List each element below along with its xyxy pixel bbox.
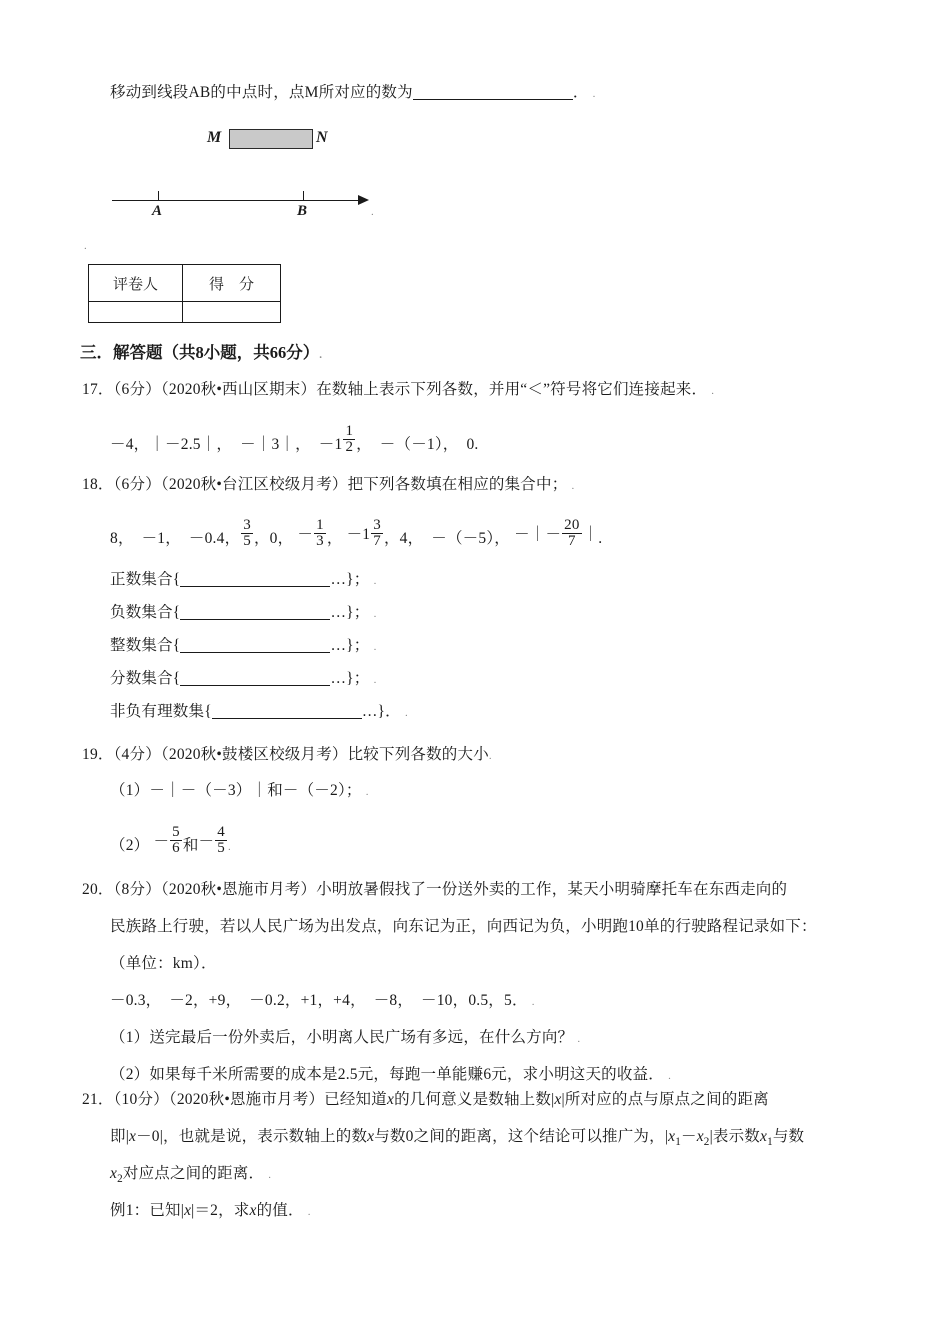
fraction-denominator: 7: [373, 533, 381, 550]
set-answer-blank[interactable]: [180, 571, 330, 587]
question-21-stem-line-1: [82, 1092, 769, 1108]
part-mark: .: [227, 841, 231, 854]
question-17-numbers-suffix: ， －（－1）， 0.: [356, 436, 479, 454]
fraction-denominator: 2: [345, 439, 354, 456]
set-mark: .: [373, 607, 377, 620]
question-20-part-2: [110, 1067, 671, 1083]
set-answer-blank[interactable]: [180, 604, 330, 620]
number-line-axis: [112, 200, 360, 201]
number-line-tick-b: [303, 191, 304, 201]
question-20-data: [110, 993, 535, 1009]
set-tail: …}；: [330, 603, 370, 621]
set-tail: …}；: [330, 570, 370, 588]
section-heading-mark: .: [319, 349, 322, 361]
part-tag: （1）: [110, 1029, 150, 1046]
question-18-mark: .: [571, 480, 575, 492]
q18-seg5: .: [598, 530, 603, 548]
set-blank-negative: [110, 604, 377, 620]
question-21-stem-text-3: $x_2$对应点之间的距离．: [110, 1165, 265, 1186]
question-20-points: （8分）: [113, 881, 161, 898]
set-answer-blank[interactable]: [212, 703, 362, 719]
question-19-stem: [82, 747, 492, 763]
question-17-stem: [82, 382, 714, 398]
question-17-source: （2020秋•西山区期末）: [160, 381, 317, 398]
question-21-number: 21．: [82, 1091, 114, 1108]
top-question-tail: [110, 84, 596, 100]
question-21-stem-line-3: [110, 1166, 271, 1185]
set-label: 正数集合{: [110, 570, 181, 588]
question-21-points: （10分）: [113, 1091, 169, 1108]
question-19-number: 19．: [82, 746, 114, 763]
set-mark: .: [373, 673, 377, 686]
fraction-numerator: 20: [564, 517, 580, 534]
fraction-numerator: 1: [316, 517, 324, 534]
set-label: 非负有理数集{: [110, 702, 212, 720]
set-answer-blank[interactable]: [180, 637, 330, 653]
question-18-number: 18．: [82, 476, 114, 493]
fraction-sign: －: [198, 833, 215, 851]
set-label: 整数集合{: [110, 636, 181, 654]
table-header-score: 得 分: [183, 265, 281, 302]
mixed-fraction-one-half: [343, 424, 355, 455]
scorer-table: [88, 264, 281, 323]
question-20-stem-line-1: [82, 882, 787, 898]
number-line-arrowhead: [358, 195, 369, 205]
fraction-body: [215, 825, 227, 856]
fraction-numerator: 3: [243, 517, 251, 534]
question-21-stem-mark: .: [268, 1169, 272, 1181]
fraction-body: [371, 518, 383, 549]
question-19-part-1: [110, 783, 369, 799]
mixed-number-negative-one-and-three-sevenths: [346, 517, 384, 554]
question-20-stem-text-2: 民族路上行驶，若以人民广场为出发点，向东记为正，向西记为负，小明跑10单的行驶路程记录如下：: [110, 918, 817, 935]
question-18-stem-text: 把下列各数填在相应的集合中；: [347, 476, 568, 493]
question-18-source: （2020秋•台江区校级月考）: [160, 476, 348, 493]
q18-seg3: ，: [326, 530, 343, 548]
set-blank-integer: [110, 637, 377, 653]
table-cell-grader-value[interactable]: [89, 302, 183, 323]
fraction-body: [314, 518, 326, 549]
table-row-header: [89, 265, 281, 302]
number-line-mark: .: [371, 206, 374, 218]
question-20-data-mark: .: [531, 996, 535, 1008]
table-row-blank: [89, 302, 281, 323]
set-blank-fraction: [110, 670, 377, 686]
answer-blank[interactable]: [413, 84, 573, 100]
part-2-conjunction: 和: [182, 837, 199, 855]
set-answer-blank[interactable]: [180, 670, 330, 686]
question-18-numbers: [110, 517, 603, 554]
fraction-three-fifths: [241, 518, 253, 549]
fraction-denominator: 5: [243, 533, 251, 550]
question-17-number: 17．: [82, 381, 114, 398]
question-17-points: （6分）: [113, 381, 161, 398]
set-blank-nonnegative-rational: [110, 703, 408, 719]
set-tail: …}；: [330, 669, 370, 687]
question-21-source: （2020秋•恩施市月考）: [168, 1091, 325, 1108]
set-tail: …}．: [361, 702, 401, 720]
abs-close: ｜: [582, 526, 599, 544]
point-m-label: M: [207, 129, 222, 146]
question-20-part-1: [110, 1030, 580, 1046]
question-20-number: 20．: [82, 881, 114, 898]
set-label: 分数集合{: [110, 669, 181, 687]
table-cell-score-value[interactable]: [183, 302, 281, 323]
part-mark: .: [577, 1033, 581, 1045]
fraction-body: [170, 825, 182, 856]
number-line-label-a: A: [152, 203, 163, 219]
question-19-source: （2020秋•鼓楼区校级月考）: [160, 746, 348, 763]
stray-mark-top: .: [84, 240, 87, 252]
fraction-denominator: 5: [217, 840, 225, 857]
fraction-numerator: 3: [373, 517, 381, 534]
question-17-numbers-prefix: －4，｜－2.5｜， －｜3｜， －1: [110, 436, 343, 454]
set-mark: .: [404, 706, 408, 719]
part-mark: .: [668, 1070, 672, 1082]
number-line-tick-a: [158, 191, 159, 201]
question-18-stem: [82, 477, 574, 493]
question-21-stem-line-2: [110, 1129, 804, 1148]
abs-negative-twenty-sevenths: [514, 517, 599, 554]
fraction-numerator: 4: [217, 824, 225, 841]
number-line-label-b: B: [297, 203, 308, 219]
question-20-data-text: －0.3， －2，+9， －0.2，+1，+4， －8， －10，0.5，5．: [110, 992, 528, 1009]
set-mark: .: [373, 640, 377, 653]
fraction-denominator: 6: [172, 840, 180, 857]
section-heading: [80, 339, 322, 363]
question-19-mark: .: [488, 750, 492, 762]
question-17-mark: .: [711, 385, 715, 397]
question-20-stem-line-2: [110, 919, 817, 935]
question-20-source: （2020秋•恩施市月考）: [160, 881, 317, 898]
set-blank-positive: [110, 571, 377, 587]
question-17-numbers: [110, 423, 479, 460]
question-18-points: （6分）: [113, 476, 161, 493]
example-text: 例1：已知|x|＝2，求x的值．: [110, 1202, 304, 1219]
question-20-stem-line-3: [110, 956, 217, 972]
fraction-denominator: 3: [316, 533, 324, 550]
set-label: 负数集合{: [110, 603, 181, 621]
question-20-stem-text-3: （单位：km）．: [110, 955, 217, 972]
fraction-numerator: 1: [345, 423, 354, 440]
part-mark: .: [365, 786, 369, 798]
question-19-part-2: [110, 824, 231, 861]
fraction-negative-four-fifths: [198, 824, 228, 861]
q18-seg2: ，0，: [253, 530, 294, 548]
top-question-tail-period: ．: [572, 83, 589, 101]
fraction-numerator: 5: [172, 824, 180, 841]
q18-seg4: ，4， －（－5），: [383, 530, 510, 548]
question-19-stem-text: 比较下列各数的大小: [347, 746, 489, 763]
section-heading-text: 三．解答题（共8小题，共66分）: [80, 343, 320, 362]
fraction-sign: －: [297, 526, 314, 544]
fraction-negative-five-sixths: [153, 824, 182, 861]
top-question-tail-text: 移动到线段AB的中点时，点M所对应的数为: [110, 83, 413, 101]
part-tag: （1）: [110, 782, 150, 799]
fraction-denominator: 7: [568, 533, 576, 550]
question-21-stem-text-2: 即|x－0|，也就是说，表示数轴上的数x与数0之间的距离，这个结论可以推广为，$|x_1-x_2|$表示数$x_1$与数: [110, 1128, 805, 1149]
question-21-stem-text-1: 已经知道x的几何意义是数轴上数|x|所对应的点与原点之间的距离: [324, 1091, 769, 1108]
question-19-points: （4分）: [113, 746, 161, 763]
part-tag: （2）: [110, 837, 150, 855]
paragraph-mark: .: [592, 87, 596, 100]
fraction-body: [562, 518, 581, 549]
set-mark: .: [373, 574, 377, 587]
part-tag: （2）: [110, 1066, 150, 1083]
question-17-stem-text: 在数轴上表示下列各数，并用“＜”符号将它们连接起来．: [316, 381, 708, 398]
mixed-whole-part: －1: [346, 526, 371, 544]
question-20-stem-text-1: 小明放暑假找了一份送外卖的工作，某天小明骑摩托车在东西走向的: [316, 881, 788, 898]
point-n-label: N: [316, 129, 328, 146]
abs-open: －｜－: [514, 526, 562, 544]
question-21-example: [110, 1203, 311, 1219]
fraction-sign: －: [153, 833, 170, 851]
table-header-grader: 评卷人: [89, 265, 183, 302]
part-text: 送完最后一份外卖后，小明离人民广场有多远，在什么方向？: [149, 1029, 574, 1046]
segment-mn-bar: [229, 129, 313, 149]
q18-seg1: 8， －1， －0.4，: [110, 530, 241, 548]
part-text: 如果每千米所需要的成本是2.5元，每跑一单能赚6元，求小明这天的收益．: [149, 1066, 664, 1083]
part-text: －｜－（－3）｜和－（－2）；: [149, 782, 362, 799]
fraction-negative-one-third: [297, 517, 326, 554]
set-tail: …}；: [330, 636, 370, 654]
example-mark: .: [307, 1206, 311, 1218]
